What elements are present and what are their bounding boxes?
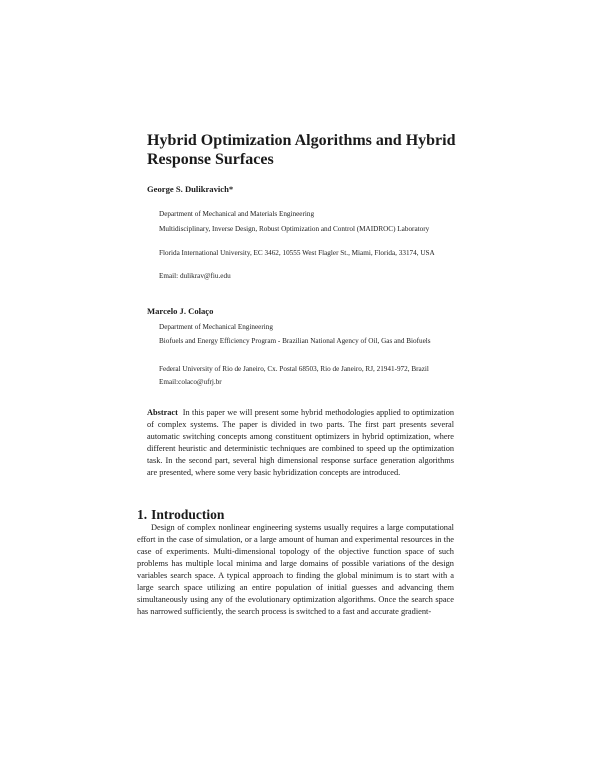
author-email: Email: dulikrav@fiu.edu — [159, 272, 231, 280]
intro-paragraph: Design of complex nonlinear engineering systems usually requires a large computational effort in the case of simulation, or a large amount of human and experimental resources in the case of experiments. Multi-dimensional topology of the objective function space of such problems has multiple local minima and large domains of possible variations of the design variables search space. A typical approach to finding the global minimum is to start with a large search space utilizing an entire population of initial guesses and advancing them simultaneously using any of the evolutionary optimization algorithms. Once the search space has narrowed sufficiently, the search process is switched to a fast and accurate gradient- — [137, 523, 454, 616]
author-affiliation: Federal University of Rio de Janeiro, Cx. Postal 68503, Rio de Janeiro, RJ, 21941-972, Brazil — [159, 365, 429, 373]
section-number: 1. — [137, 507, 148, 522]
author-affiliation: Department of Mechanical Engineering — [159, 323, 273, 331]
author-affiliation: Multidisciplinary, Inverse Design, Robust Optimization and Control (MAIDROC) Laboratory — [159, 225, 430, 233]
section-title: Introduction — [151, 507, 225, 522]
author-affiliation: Biofuels and Energy Efficiency Program - Brazilian National Agency of Oil, Gas and Biofuels — [159, 337, 431, 345]
abstract-label: Abstract — [147, 408, 178, 417]
section-heading — [137, 507, 228, 523]
author-name: George S. Dulikravich* — [147, 184, 234, 194]
abstract-text: In this paper we will present some hybrid methodologies applied to optimization of complex systems. The paper is divided in two parts. The first part presents several automatic switching concepts among constituent optimizers in hybrid optimization, where different heuristic and deterministic techniques are combined to speed up the optimization task. In the second part, several high dimensional response surface generation algorithms are presented, where some very basic hybridization concepts are introduced. — [147, 408, 454, 477]
abstract — [147, 407, 454, 479]
author-affiliation: Florida International University, EC 3462, 10555 West Flagler St., Miami, Florida, 33174, USA — [159, 249, 435, 257]
paper-title — [147, 131, 467, 169]
title-line-1: Hybrid Optimization Algorithms and Hybrid — [147, 132, 456, 149]
author-name: Marcelo J. Colaço — [147, 306, 214, 316]
author-email: Email:colaco@ufrj.br — [159, 378, 222, 386]
title-line-2: Response Surfaces — [147, 151, 274, 168]
author-affiliation: Department of Mechanical and Materials Engineering — [159, 210, 315, 218]
